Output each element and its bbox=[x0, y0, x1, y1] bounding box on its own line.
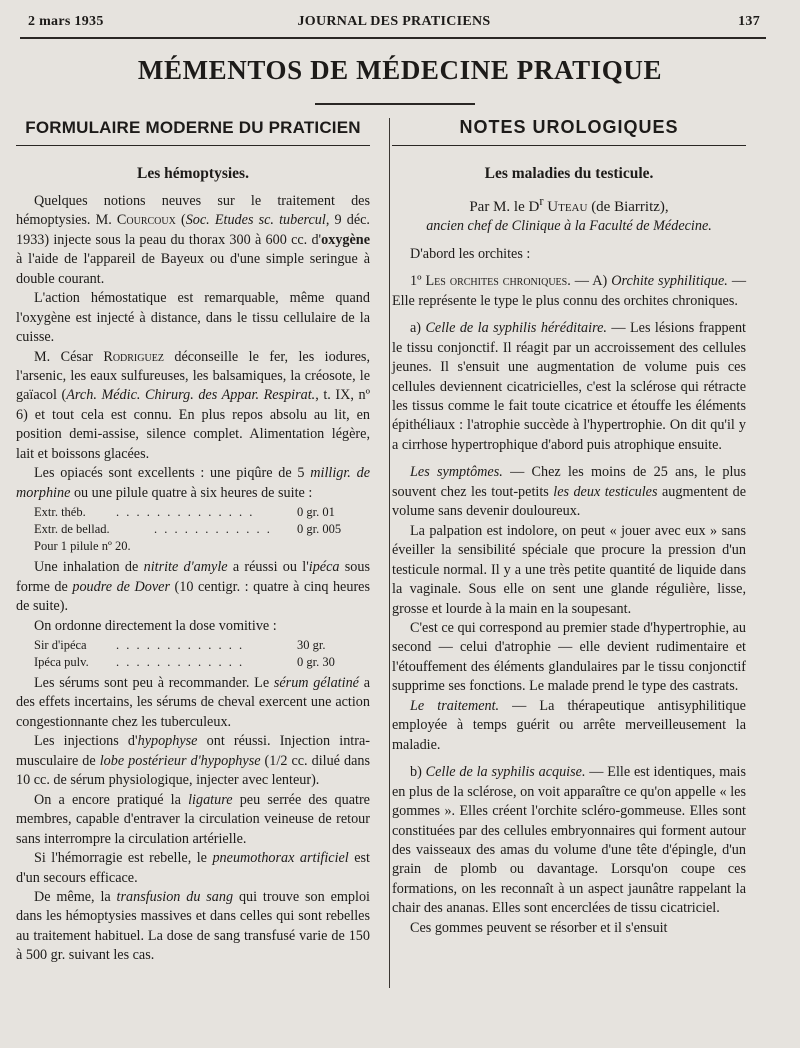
page-number: 137 bbox=[738, 14, 760, 29]
formula-row: Sir d'ipéca . . . . . . . . . . . . . 30 gr. bbox=[34, 637, 326, 652]
paragraph: a) Celle de la syphilis héréditaire. — Les lésions frappent le tissu conjonctif. Il réagit par un accroissement des cellules jeunes. Il s'ensuit une augmentation de volume puis ces cellules deviennent cicatricielles, c'est la sclérose qui rétracte les tissus comme le fait toute cicatrice et étouffe les éléments épithéliaux : l'atrophie succède à l'hypertrophie. On dit qu'il y a cirrhose hypertrophique d'abord puis atrophique ensuite. bbox=[392, 320, 746, 453]
page-title: MÉMENTOS DE MÉDECINE PRATIQUE bbox=[137, 55, 663, 85]
formula-note: Pour 1 pilule nº 20. bbox=[34, 539, 131, 554]
header-rule bbox=[20, 37, 766, 39]
author-name: Rodriguez bbox=[103, 348, 164, 365]
paragraph: On a encore pratiqué la ligature peu serrée des quatre membres, capable d'entraver la circulation veineuse de retour sans interrompre la circulation artérielle. bbox=[16, 791, 370, 847]
paragraph: La palpation est indolore, on peut « jouer avec eux » sans éveiller la sensibilité spéciale que procure la pression d'un testicule normal. Il y a une très petite quantité de liquide dans la vaginale. Sous elle on sent une glande régulière, lisse, grosse et lourde à la main en la soupesant. bbox=[392, 522, 746, 617]
formula-row: Extr. théb. . . . . . . . . . . . . . . 0 gr. 01 bbox=[34, 505, 335, 520]
paragraph: Les opiacés sont excellents : une piqûre de 5 milligr. de morphine ou une pilule quatre à six heures de suite : bbox=[16, 465, 370, 501]
paragraph: Les sérums sont peu à recommander. Le sérum gélatiné a des effets incertains, les sérums de cheval exercent une action congestionnante chez les tuberculeux. bbox=[16, 674, 370, 730]
paragraph: Une inhalation de nitrite d'amyle a réussi ou l'ipéca sous forme de poudre de Dover (10 centigr. : quatre à cinq heures de suite). bbox=[16, 559, 370, 615]
title-rule bbox=[315, 103, 475, 105]
paragraph: D'abord les orchites : bbox=[410, 245, 531, 262]
author-affiliation: ancien chef de Clinique à la Faculté de Médecine. bbox=[426, 218, 712, 235]
left-column bbox=[16, 118, 370, 966]
column-divider bbox=[389, 118, 390, 988]
issue-date: 2 mars 1935 bbox=[28, 14, 104, 29]
section-heading-urologiques: NOTES UROLOGIQUES bbox=[392, 118, 746, 146]
paragraph: On ordonne directement la dose vomitive : bbox=[34, 617, 277, 634]
formula-row: Ipéca pulv. . . . . . . . . . . . . . 0 gr. 30 bbox=[34, 654, 335, 669]
prescription-formula bbox=[34, 504, 370, 555]
paragraph: Ces gommes peuvent se résorber et il s'ensuit bbox=[410, 919, 668, 936]
formula-row: Extr. de bellad. . . . . . . . . . . . . 0 gr. 005 bbox=[34, 522, 342, 537]
paragraph: Les injections d'hypophyse ont réussi. Injection intra-musculaire de lobe postérieur d'hypophyse (1/2 cc. dilué dans 10 cc. de sérum physiologique, injecter avec lenteur). bbox=[16, 733, 371, 789]
paragraph: De même, la transfusion du sang qui trouve son emploi dans les hémoptysies massives et dans celles qui sont rebelles au traitement habituel. La dose de sang transfusé varie de 150 à 500 gr. suivant les cas. bbox=[16, 888, 370, 964]
byline: Par M. le $D^r$ Uteau (de Biarritz), bbox=[469, 193, 669, 215]
author-name: Courcoux bbox=[116, 212, 176, 229]
paragraph: C'est ce qui correspond au premier stade d'hypertrophie, au second — celui d'atrophie — elle devient rudimentaire et l'étouffement des éléments glandulaires par le tissu conjonctif supprime ses fonctions. Le malade prend le type des castrats. bbox=[392, 619, 746, 695]
paragraph: Si l'hémorragie est rebelle, le pneumothorax artificiel est d'un secours efficace. bbox=[16, 850, 370, 886]
paragraph: 1º Les orchites chroniques. — A) Orchite syphilitique. — Elle représente le type le plus connu des orchites chroniques. bbox=[392, 273, 747, 309]
paragraph: M. César Rodriguez déconseille le fer, les iodures, l'arsenic, les eaux sulfureuses, les balsamiques, la créosote, le gaïacol (Arch. Médic. Chirurg. des Appar. Respirat., t. IX, nº 6) et tout cela est connu. En plus repos absolu au lit, en position demi-assise, silence complet. Alimentation légère, lait et boissons glacées. bbox=[16, 348, 370, 462]
right-column bbox=[392, 118, 746, 938]
paragraph: L'action hémostatique est remarquable, même quand l'oxygène est injecté à distance, dans le tissu cellulaire de la cuisse. bbox=[16, 290, 370, 346]
prescription-formula bbox=[34, 637, 370, 671]
paragraph: Les symptômes. — Chez les moins de 25 ans, le plus souvent chez les tout-petits les deux testicules augmentent de volume sans devenir douloureux. bbox=[392, 464, 747, 520]
running-head bbox=[28, 14, 760, 32]
paragraph: Le traitement. — La thérapeutique antisyphilitique employée à temps guérit ou arrête merveilleusement la maladie. bbox=[392, 697, 746, 753]
journal-name: JOURNAL DES PRATICIENS bbox=[297, 14, 491, 29]
article-title-testicule: Les maladies du testicule. bbox=[484, 165, 654, 183]
section-heading-formulaire: FORMULAIRE MODERNE DU PRATICIEN bbox=[16, 118, 370, 146]
article-title-hemoptysies: Les hémoptysies. bbox=[137, 165, 249, 183]
paragraph: b) Celle de la syphilis acquise. — Elle est identiques, mais en plus de la sclérose, on voit apparaître ce qu'on appelle « les gommes ». Elles créent l'orchite scléro-gommeuse. Elles sont constituées par des cellules embryonnaires qui forment autour des vaisseaux des amas du volume d'une tête d'épingle, d'un grain de plomb ou davantage. Lorsqu'on coupe ces formations, on les reconnaît à un aspect jaunâtre rappelant la chair des ananas. Elles sont encerclées de tissu cicatriciel. bbox=[392, 764, 747, 917]
author-name: Uteau bbox=[547, 198, 588, 215]
paragraph: Quelques notions neuves sur le traitement des hémoptysies. M. Courcoux (Soc. Etudes sc. tubercul, 9 déc. 1933) injecte sous la peau du thorax 300 à 600 cc. d'oxygène à l'aide de l'appareil de Bayeux ou d'une simple seringue à double courant. bbox=[16, 192, 370, 287]
